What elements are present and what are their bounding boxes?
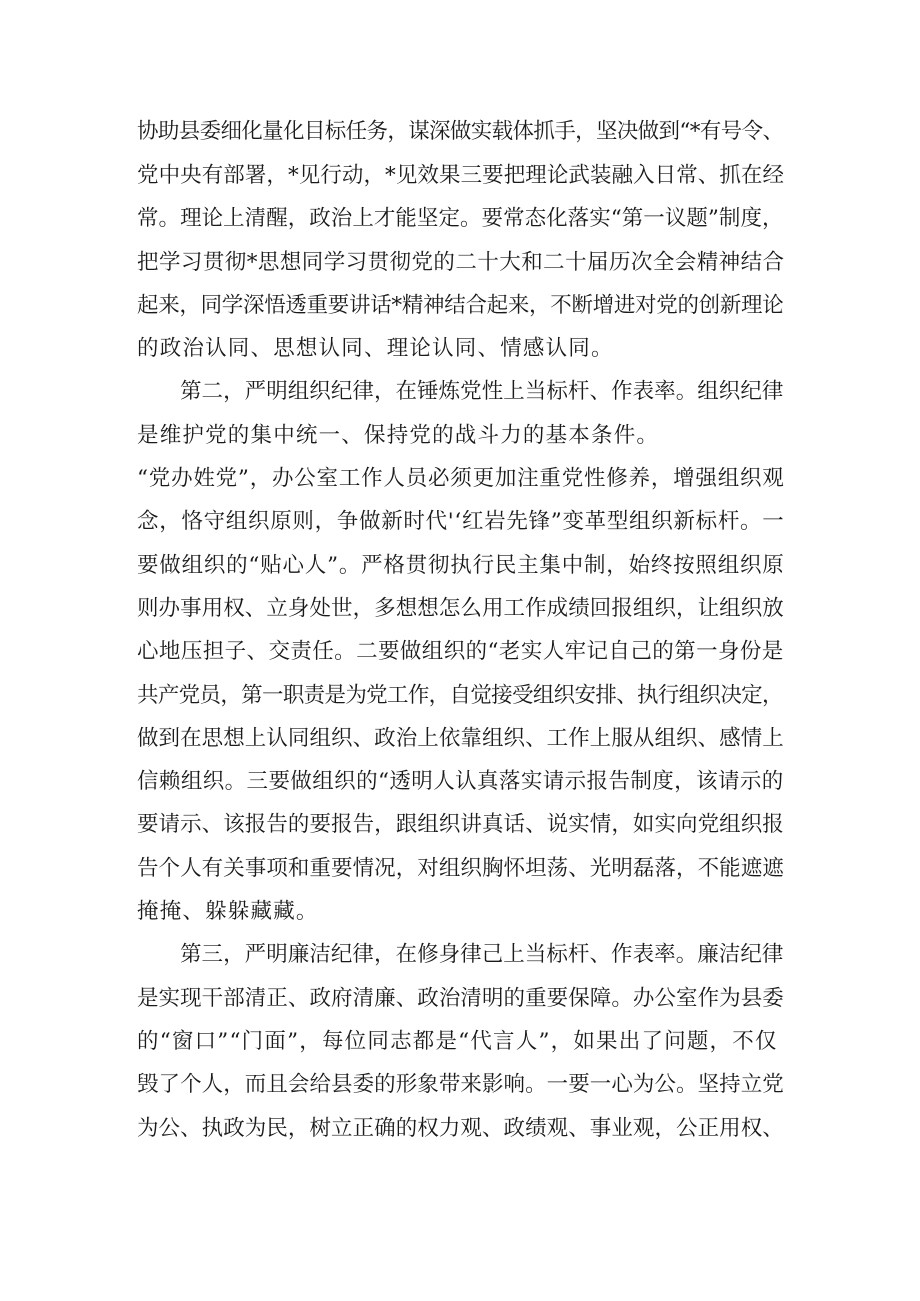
text-line: 要请示、该报告的要报告，跟组织讲真话、说实情，如实向党组织报	[137, 812, 784, 837]
text-line: 念，恪守组织原则，争做新时代'‘红岩先锋”变革型组织新标杆。一	[137, 509, 785, 534]
text-line: 是维护党的集中统一、保持党的战斗力的基本条件。	[137, 423, 660, 448]
text-line: 告个人有关事项和重要情况，对组织胸怀坦荡、光明磊落，不能遮遮	[137, 856, 784, 881]
text-line: “党办姓党”，办公室工作人员必须更加注重党性修养，增强组织观	[137, 466, 785, 491]
text-line: 心地压担子、交责任。二要做组织的“老实人牢记自己的第一身份是	[137, 639, 784, 664]
text-line: 起来，同学深悟透重要讲话*精神结合起来，不断增进对党的创新理论	[137, 293, 784, 318]
text-line: 协助县委细化量化目标任务，谋深做实载体抓手，坚决做到“*有号令、	[137, 119, 784, 144]
text-line: 毁了个人，而且会给县委的形象带来影响。一要一心为公。坚持立党	[137, 1072, 784, 1097]
text-line: 要做组织的“贴心人”。严格贯彻执行民主集中制，始终按照组织原	[137, 553, 785, 578]
text-line: 是实现干部清正、政府清廉、政治清明的重要保障。办公室作为县委	[137, 986, 784, 1011]
paragraph-start-line: 第三，严明廉洁纪律，在修身律己上当标杆、作表率。廉洁纪律	[180, 942, 784, 967]
text-line: 掩掩、躲躲藏藏。	[137, 899, 319, 924]
text-line: 为公、执政为民，树立正确的权力观、政绩观、事业观，公正用权、	[137, 1116, 784, 1141]
paragraph-start-line: 第二，严明组织纪律，在锤炼党性上当标杆、作表率。组织纪律	[180, 379, 784, 404]
text-line: 把学习贯彻*思想同学习贯彻党的二十大和二十届历次全会精神结合	[137, 250, 785, 275]
text-line: 做到在思想上认同组织、政治上依靠组织、工作上服从组织、感情上	[137, 726, 784, 751]
text-line: 的“窗口”“门面”，每位同志都是“代言人”，如果出了问题，不仅	[137, 1029, 778, 1054]
text-line: 党中央有部署，*见行动，*见效果三要把理论武装融入日常、抓在经	[137, 163, 785, 188]
text-line: 信赖组织。三要做组织的“透明人认真落实请示报告制度，该请示的	[137, 769, 784, 794]
text-line: 的政治认同、思想认同、理论认同、情感认同。	[137, 336, 614, 361]
text-line: 常。理论上清醒，政治上才能坚定。要常态化落实“第一议题”制度，	[137, 206, 784, 231]
text-line: 则办事用权、立身处世，多想想怎么用工作成绩回报组织，让组织放	[137, 596, 784, 621]
text-line: 共产党员，第一职责是为党工作，自觉接受组织安排、执行组织决定，	[137, 683, 783, 708]
